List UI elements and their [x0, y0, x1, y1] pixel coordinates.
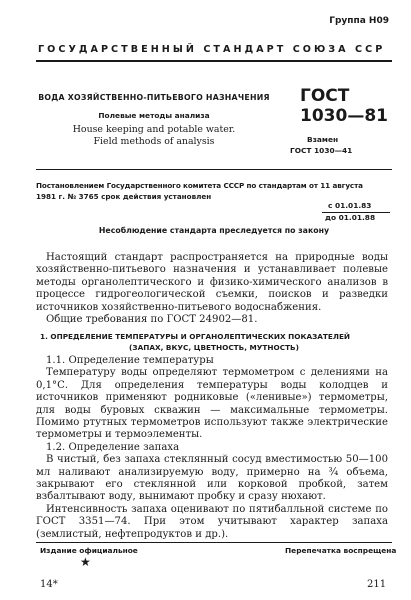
footer-rule — [36, 542, 392, 543]
subsection-1-2-text: В чистый, без запаха стеклянный сосуд вместимостью 50—100 мл наливают анализируемую воду, примерно на ¾ объема, закрывают его стеклянной или корковой пробкой, затем взбалтывают воду, вынимают пробку и сразу нюхают. — [36, 454, 388, 503]
subsection-1-1-text: Температуру воды определяют термометром с делениями на 0,1°С. Для определения температуры воды колодцев и источников применяют родниковые («ленивые») термометры, для воды буровых скважин — максимальные термометры. Помимо ртутных термометров используют также электрические термометры и термоэлементы. — [36, 367, 388, 441]
violation-notice: Несоблюдение стандарта преследуется по закону — [98, 226, 330, 235]
banner-rule — [36, 60, 392, 62]
star-mark: ★ — [80, 555, 91, 569]
group-code: Группа Н09 — [329, 16, 389, 26]
intro-text — [36, 252, 388, 326]
replaces-label: Взамен — [307, 135, 339, 144]
decree-line-1: Постановлением Государственного комитета СССР по стандартам от 11 августа — [36, 181, 363, 190]
reprint-prohibited: Перепечатка воспрещена — [285, 546, 397, 555]
gost-label: ГОСТ — [300, 86, 350, 106]
validity-to: до 01.01.88 — [325, 213, 376, 222]
validity-from: с 01.01.83 — [328, 201, 372, 210]
decree-line-2: 1981 г. № 3765 срок действия установлен — [36, 192, 212, 201]
subsection-1-1-title: 1.1. Определение температуры — [46, 355, 214, 366]
page-number: 211 — [367, 579, 387, 590]
document-subtitle: Полевые методы анализа — [98, 111, 210, 120]
title-english-1: House keeping and potable water. — [72, 124, 236, 135]
section-1-heading-sub: (ЗАПАХ, ВКУС, ЦВЕТНОСТЬ, МУТНОСТЬ) — [129, 343, 299, 352]
page-mark: 14* — [40, 579, 58, 590]
title-rule — [36, 169, 392, 170]
section-1-body — [36, 355, 388, 541]
standard-banner: ГОСУДАРСТВЕННЫЙ СТАНДАРТ СОЮЗА ССР — [38, 44, 386, 55]
gost-number: 1030—81 — [300, 106, 388, 126]
document-title: ВОДА ХОЗЯЙСТВЕННО-ПИТЬЕВОГО НАЗНАЧЕНИЯ — [38, 93, 270, 102]
intro-paragraph-2: Общие требования по ГОСТ 24902—81. — [46, 314, 258, 326]
subsection-1-2-title: 1.2. Определение запаха — [46, 441, 180, 453]
intro-paragraph-1: Настоящий стандарт распространяется на природные воды хозяйственно-питьевого назначения и устанавливает полевые методы органолептического и физико-химического анализов в процессе гидрогеологической съемки, поисков и разведки источников хозяйственно-питьевого водоснабжения. — [36, 252, 388, 313]
official-edition: Издание официальное — [40, 546, 138, 555]
subsection-1-2-text-2: Интенсивность запаха оценивают по пятибалльной системе по ГОСТ 3351—74. При этом учитывают характер запаха (землистый, нефтепродуктов и др.). — [36, 503, 388, 540]
title-english-2: Field methods of analysis — [93, 136, 215, 147]
section-1-heading: 1. ОПРЕДЕЛЕНИЕ ТЕМПЕРАТУРЫ И ОРГАНОЛЕПТИЧЕСКИХ ПОКАЗАТЕЛЕЙ — [40, 332, 351, 341]
replaces-value: ГОСТ 1030—41 — [290, 146, 353, 155]
